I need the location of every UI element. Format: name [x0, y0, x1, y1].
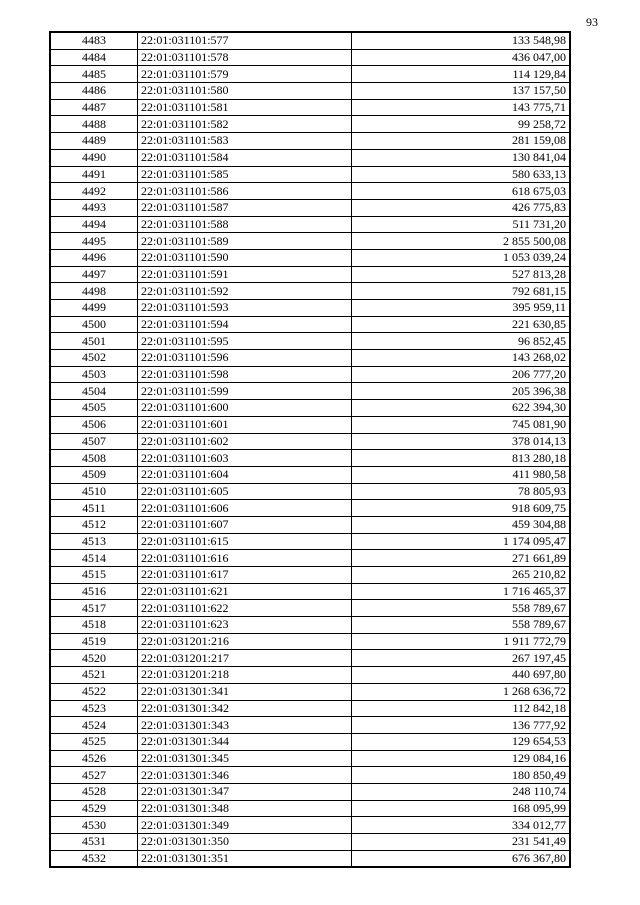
cadastral-number-cell: 22:01:031101:603: [138, 450, 352, 467]
cadastral-number-cell: 22:01:031101:589: [138, 233, 352, 250]
row-number-cell: 4512: [50, 516, 138, 533]
table-row: [50, 49, 570, 66]
cadastral-value-cell: 676 367,80: [352, 850, 571, 867]
cadastral-number-cell: 22:01:031101:623: [138, 617, 352, 634]
row-number-cell: 4501: [50, 333, 138, 350]
table-row: [50, 383, 570, 400]
cadastral-value-cell: 813 280,18: [352, 450, 571, 467]
cadastral-value-cell: 271 661,89: [352, 550, 571, 567]
cadastral-value-cell: 96 852,45: [352, 333, 571, 350]
table-row: [50, 683, 570, 700]
row-number-cell: 4516: [50, 583, 138, 600]
table-row: [50, 66, 570, 83]
cadastral-number-cell: 22:01:031101:600: [138, 400, 352, 417]
row-number-cell: 4514: [50, 550, 138, 567]
table-row: [50, 783, 570, 800]
table-row: [50, 717, 570, 734]
row-number-cell: 4497: [50, 266, 138, 283]
cadastral-number-cell: 22:01:031301:342: [138, 700, 352, 717]
table-row: [50, 416, 570, 433]
table-row: [50, 633, 570, 650]
table-row: [50, 366, 570, 383]
cadastral-number-cell: 22:01:031101:586: [138, 183, 352, 200]
row-number-cell: 4487: [50, 99, 138, 116]
cadastral-value-cell: 511 731,20: [352, 216, 571, 233]
table-row: [50, 466, 570, 483]
cadastral-number-cell: 22:01:031101:593: [138, 300, 352, 317]
cadastral-value-cell: 267 197,45: [352, 650, 571, 667]
table-row: [50, 750, 570, 767]
table-row: [50, 733, 570, 750]
table-row: [50, 500, 570, 517]
cadastral-number-cell: 22:01:031301:347: [138, 783, 352, 800]
row-number-cell: 4529: [50, 800, 138, 817]
cadastral-number-cell: 22:01:031201:216: [138, 633, 352, 650]
cadastral-number-cell: 22:01:031101:591: [138, 266, 352, 283]
row-number-cell: 4499: [50, 300, 138, 317]
cadastral-number-cell: 22:01:031301:346: [138, 767, 352, 784]
table-row: [50, 834, 570, 851]
cadastral-number-cell: 22:01:031101:598: [138, 366, 352, 383]
row-number-cell: 4504: [50, 383, 138, 400]
cadastral-value-cell: 918 609,75: [352, 500, 571, 517]
row-number-cell: 4486: [50, 83, 138, 100]
cadastral-number-cell: 22:01:031101:584: [138, 149, 352, 166]
cadastral-number-cell: 22:01:031101:607: [138, 516, 352, 533]
row-number-cell: 4525: [50, 733, 138, 750]
cadastral-number-cell: 22:01:031101:602: [138, 433, 352, 450]
cadastral-value-cell: 130 841,04: [352, 149, 571, 166]
row-number-cell: 4510: [50, 483, 138, 500]
table-row: [50, 266, 570, 283]
row-number-cell: 4526: [50, 750, 138, 767]
cadastral-value-cell: 378 014,13: [352, 433, 571, 450]
cadastral-value-cell: 221 630,85: [352, 316, 571, 333]
cadastral-value-cell: 248 110,74: [352, 783, 571, 800]
cadastral-value-cell: 129 084,16: [352, 750, 571, 767]
row-number-cell: 4513: [50, 533, 138, 550]
table-row: [50, 183, 570, 200]
cadastral-number-cell: 22:01:031101:580: [138, 83, 352, 100]
cadastral-value-cell: 143 268,02: [352, 350, 571, 367]
row-number-cell: 4488: [50, 116, 138, 133]
cadastral-number-cell: 22:01:031101:617: [138, 567, 352, 584]
row-number-cell: 4520: [50, 650, 138, 667]
cadastral-value-cell: 459 304,88: [352, 516, 571, 533]
cadastral-value-cell: 395 959,11: [352, 300, 571, 317]
cadastral-value-cell: 580 633,13: [352, 166, 571, 183]
cadastral-number-cell: 22:01:031101:582: [138, 116, 352, 133]
table-row: [50, 800, 570, 817]
table-row: [50, 433, 570, 450]
table-row: [50, 216, 570, 233]
cadastral-value-cell: 129 654,53: [352, 733, 571, 750]
table-row: [50, 233, 570, 250]
cadastral-number-cell: 22:01:031101:585: [138, 166, 352, 183]
cadastral-value-cell: 558 789,67: [352, 600, 571, 617]
cadastral-value-cell: 558 789,67: [352, 617, 571, 634]
cadastral-number-cell: 22:01:031101:616: [138, 550, 352, 567]
row-number-cell: 4517: [50, 600, 138, 617]
cadastral-value-cell: 281 159,08: [352, 133, 571, 150]
row-number-cell: 4508: [50, 450, 138, 467]
row-number-cell: 4511: [50, 500, 138, 517]
cadastral-number-cell: 22:01:031101:606: [138, 500, 352, 517]
cadastral-number-cell: 22:01:031101:592: [138, 283, 352, 300]
row-number-cell: 4493: [50, 199, 138, 216]
table-row: [50, 567, 570, 584]
row-number-cell: 4527: [50, 767, 138, 784]
cadastral-value-cell: 1 174 095,47: [352, 533, 571, 550]
table-row: [50, 600, 570, 617]
cadastral-number-cell: 22:01:031301:348: [138, 800, 352, 817]
cadastral-number-cell: 22:01:031101:605: [138, 483, 352, 500]
row-number-cell: 4509: [50, 466, 138, 483]
cadastral-number-cell: 22:01:031201:218: [138, 667, 352, 684]
cadastral-value-cell: 231 541,49: [352, 834, 571, 851]
cadastral-value-cell: 436 047,00: [352, 49, 571, 66]
cadastral-number-cell: 22:01:031101:621: [138, 583, 352, 600]
row-number-cell: 4521: [50, 667, 138, 684]
cadastral-value-cell: 168 095,99: [352, 800, 571, 817]
table-row: [50, 483, 570, 500]
row-number-cell: 4528: [50, 783, 138, 800]
cadastral-value-cell: 745 081,90: [352, 416, 571, 433]
cadastral-number-cell: 22:01:031301:341: [138, 683, 352, 700]
row-number-cell: 4492: [50, 183, 138, 200]
table-row: [50, 166, 570, 183]
cadastral-number-cell: 22:01:031101:622: [138, 600, 352, 617]
cadastral-value-cell: 1 716 465,37: [352, 583, 571, 600]
cadastral-value-cell: 205 396,38: [352, 383, 571, 400]
row-number-cell: 4489: [50, 133, 138, 150]
table-body: [50, 32, 570, 867]
table-row: [50, 667, 570, 684]
row-number-cell: 4518: [50, 617, 138, 634]
row-number-cell: 4522: [50, 683, 138, 700]
row-number-cell: 4494: [50, 216, 138, 233]
table-row: [50, 133, 570, 150]
table-row: [50, 350, 570, 367]
cadastral-value-cell: 133 548,98: [352, 32, 571, 49]
cadastral-number-cell: 22:01:031301:344: [138, 733, 352, 750]
table-row: [50, 850, 570, 867]
cadastral-number-cell: 22:01:031101:581: [138, 99, 352, 116]
row-number-cell: 4485: [50, 66, 138, 83]
cadastral-number-cell: 22:01:031101:583: [138, 133, 352, 150]
cadastral-number-cell: 22:01:031101:578: [138, 49, 352, 66]
row-number-cell: 4519: [50, 633, 138, 650]
cadastral-value-cell: 1 268 636,72: [352, 683, 571, 700]
cadastral-number-cell: 22:01:031101:588: [138, 216, 352, 233]
cadastral-number-cell: 22:01:031301:350: [138, 834, 352, 851]
row-number-cell: 4507: [50, 433, 138, 450]
table-row: [50, 767, 570, 784]
row-number-cell: 4523: [50, 700, 138, 717]
row-number-cell: 4532: [50, 850, 138, 867]
cadastral-number-cell: 22:01:031201:217: [138, 650, 352, 667]
row-number-cell: 4506: [50, 416, 138, 433]
table-row: [50, 99, 570, 116]
cadastral-value-cell: 411 980,58: [352, 466, 571, 483]
cadastral-value-table: [49, 31, 571, 868]
cadastral-value-cell: 334 012,77: [352, 817, 571, 834]
row-number-cell: 4496: [50, 249, 138, 266]
row-number-cell: 4505: [50, 400, 138, 417]
cadastral-value-cell: 78 805,93: [352, 483, 571, 500]
table-row: [50, 283, 570, 300]
cadastral-number-cell: 22:01:031101:594: [138, 316, 352, 333]
cadastral-value-cell: 265 210,82: [352, 567, 571, 584]
table-row: [50, 116, 570, 133]
row-number-cell: 4524: [50, 717, 138, 734]
cadastral-value-cell: 622 394,30: [352, 400, 571, 417]
page-number: 93: [586, 15, 598, 29]
cadastral-number-cell: 22:01:031101:595: [138, 333, 352, 350]
row-number-cell: 4530: [50, 817, 138, 834]
row-number-cell: 4490: [50, 149, 138, 166]
table-row: [50, 817, 570, 834]
row-number-cell: 4491: [50, 166, 138, 183]
cadastral-number-cell: 22:01:031101:599: [138, 383, 352, 400]
cadastral-value-cell: 114 129,84: [352, 66, 571, 83]
table-row: [50, 617, 570, 634]
cadastral-value-cell: 1 911 772,79: [352, 633, 571, 650]
cadastral-value-cell: 792 681,15: [352, 283, 571, 300]
table-row: [50, 316, 570, 333]
table-row: [50, 550, 570, 567]
row-number-cell: 4503: [50, 366, 138, 383]
cadastral-value-cell: 180 850,49: [352, 767, 571, 784]
table-row: [50, 450, 570, 467]
table-row: [50, 533, 570, 550]
cadastral-value-cell: 440 697,80: [352, 667, 571, 684]
cadastral-number-cell: 22:01:031101:587: [138, 199, 352, 216]
cadastral-number-cell: 22:01:031301:343: [138, 717, 352, 734]
cadastral-value-cell: 137 157,50: [352, 83, 571, 100]
row-number-cell: 4483: [50, 32, 138, 49]
table-row: [50, 83, 570, 100]
cadastral-value-cell: 426 775,83: [352, 199, 571, 216]
row-number-cell: 4515: [50, 567, 138, 584]
row-number-cell: 4495: [50, 233, 138, 250]
table-row: [50, 583, 570, 600]
table-row: [50, 400, 570, 417]
cadastral-value-cell: 2 855 500,08: [352, 233, 571, 250]
cadastral-number-cell: 22:01:031301:345: [138, 750, 352, 767]
row-number-cell: 4500: [50, 316, 138, 333]
table-row: [50, 516, 570, 533]
cadastral-number-cell: 22:01:031101:615: [138, 533, 352, 550]
table-row: [50, 650, 570, 667]
table-row: [50, 149, 570, 166]
table-row: [50, 32, 570, 49]
cadastral-number-cell: 22:01:031301:349: [138, 817, 352, 834]
cadastral-value-cell: 527 813,28: [352, 266, 571, 283]
cadastral-value-cell: 143 775,71: [352, 99, 571, 116]
cadastral-value-cell: 99 258,72: [352, 116, 571, 133]
cadastral-value-cell: 136 777,92: [352, 717, 571, 734]
table-row: [50, 700, 570, 717]
table-row: [50, 300, 570, 317]
cadastral-number-cell: 22:01:031101:601: [138, 416, 352, 433]
cadastral-value-cell: 206 777,20: [352, 366, 571, 383]
cadastral-number-cell: 22:01:031101:596: [138, 350, 352, 367]
cadastral-number-cell: 22:01:031301:351: [138, 850, 352, 867]
row-number-cell: 4531: [50, 834, 138, 851]
cadastral-number-cell: 22:01:031101:590: [138, 249, 352, 266]
table-row: [50, 333, 570, 350]
cadastral-number-cell: 22:01:031101:577: [138, 32, 352, 49]
row-number-cell: 4498: [50, 283, 138, 300]
table-row: [50, 199, 570, 216]
row-number-cell: 4502: [50, 350, 138, 367]
cadastral-number-cell: 22:01:031101:579: [138, 66, 352, 83]
row-number-cell: 4484: [50, 49, 138, 66]
cadastral-value-cell: 112 842,18: [352, 700, 571, 717]
cadastral-value-cell: 1 053 039,24: [352, 249, 571, 266]
table-row: [50, 249, 570, 266]
cadastral-number-cell: 22:01:031101:604: [138, 466, 352, 483]
cadastral-value-cell: 618 675,03: [352, 183, 571, 200]
